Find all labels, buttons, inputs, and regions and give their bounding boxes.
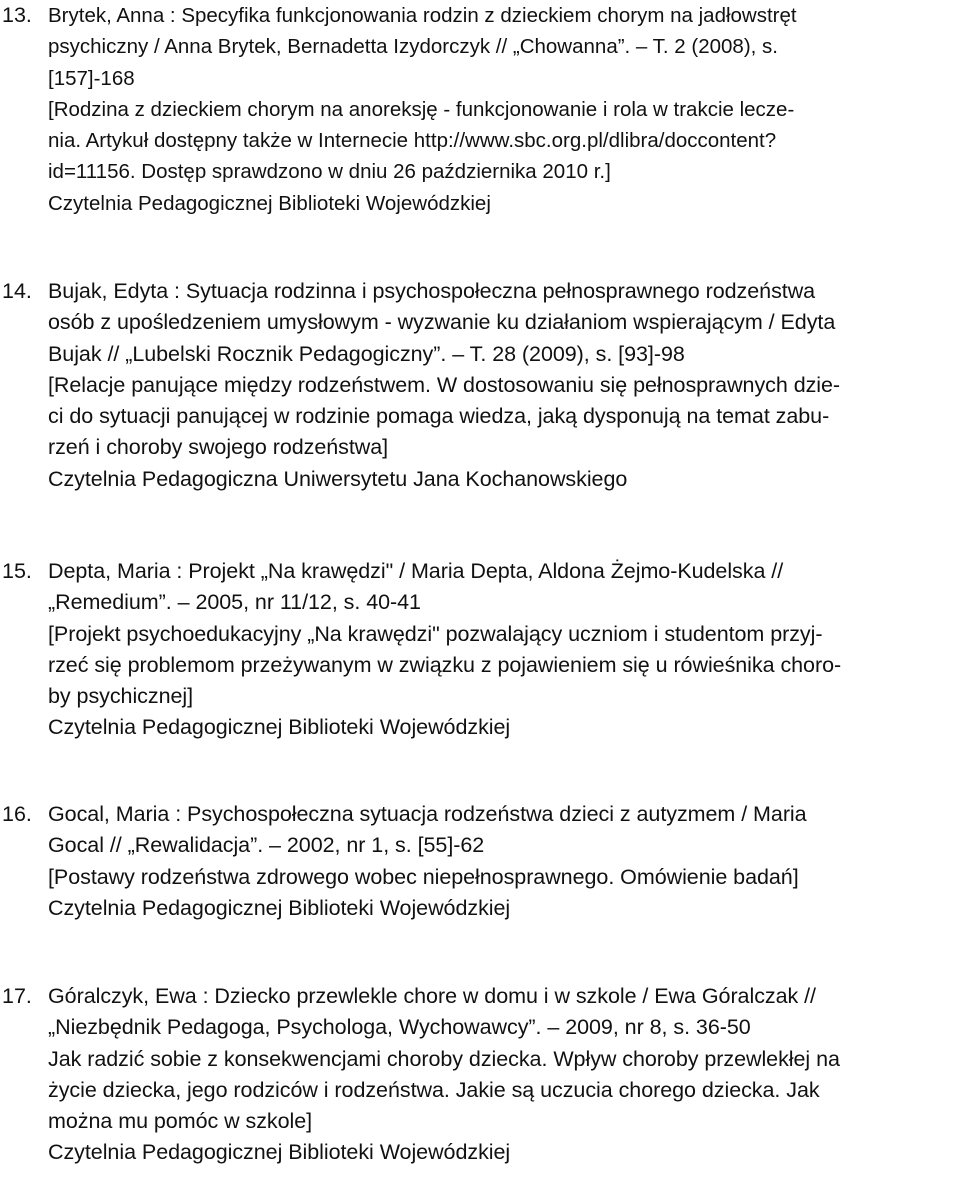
entry-location: Czytelnia Pedagogiczna Uniwersytetu Jana Kochanowskiego (48, 466, 628, 491)
entry-line: „Niezbędnik Pedagoga, Psychologa, Wychowawcy”. – 2009, nr 8, s. 36-50 (48, 1015, 751, 1040)
entry-line: psychiczny / Anna Brytek, Bernadetta Izydorczyk // „Chowanna”. – T. 2 (2008), s. (48, 35, 778, 59)
entry-text (48, 0, 960, 219)
entry-line: Bujak, Edyta : Sytuacja rodzinna i psychospołeczna pełnosprawnego rodzeństwa (48, 279, 816, 303)
entry-line: ci do sytuacji panującej w rodzinie pomaga wiedza, jaką dysponują na temat zabu- (48, 404, 830, 429)
entry-line: rzeń i choroby swojego rodzeństwa] (48, 435, 389, 460)
entry-line: życie dziecka, jego rodziców i rodzeństwa. Jakie są uczucia chorego dziecka. Jak (48, 1077, 820, 1102)
entry-location: Czytelnia Pedagogicznej Biblioteki Wojewódzkiej (48, 715, 511, 740)
entry-text (48, 981, 960, 1169)
entry-line: Depta, Maria : Projekt „Na krawędzi" / Maria Depta, Aldona Żejmo-Kudelska // (48, 559, 784, 583)
entry-line: Góralczyk, Ewa : Dziecko przewlekle chore w domu i w szkole / Ewa Góralczak // (48, 984, 816, 1008)
entry-line: można mu pomóc w szkole] (48, 1109, 313, 1134)
entry-line: [Postawy rodzeństwa zdrowego wobec niepełnosprawnego. Omówienie badań] (48, 864, 799, 889)
entry-line: by psychicznej] (48, 684, 194, 709)
entry-line: [Rodzina z dzieckiem chorym na anoreksję - funkcjonowanie i rola w trakcie lecze- (48, 97, 795, 121)
entry-number: 16. (2, 802, 32, 826)
entry-number: 14. (2, 279, 32, 303)
entry-line: Gocal, Maria : Psychospołeczna sytuacja rodzeństwa dzieci z autyzmem / Maria (48, 802, 807, 826)
entry-line: [Projekt psychoedukacyjny „Na krawędzi" pozwalający uczniom i studentom przyj- (48, 621, 823, 646)
entry-text (48, 799, 960, 924)
entry-line: rzeć się problemom przeżywanym w związku z pojawieniem się u rówieśnika choro- (48, 652, 842, 677)
entry-location: Czytelnia Pedagogicznej Biblioteki Wojewódzkiej (48, 191, 491, 215)
entry-line: nia. Artykuł dostępny także w Internecie http://www.sbc.org.pl/dlibra/doccontent? (48, 129, 777, 153)
entry-line: [157]-168 (48, 66, 135, 90)
entry-line: Brytek, Anna : Specyfika funkcjonowania rodzin z dzieckiem chorym na jadłowstręt (48, 4, 797, 27)
entry-line: osób z upośledzeniem umysłowym - wyzwanie ku działaniom wspierającym / Edyta (48, 310, 836, 335)
entry-number: 15. (2, 559, 32, 583)
entry-line: „Remedium”. – 2005, nr 11/12, s. 40-41 (48, 590, 421, 615)
entry-line: Bujak // „Lubelski Rocznik Pedagogiczny”. – T. 28 (2009), s. [93]-98 (48, 341, 685, 366)
entry-location: Czytelnia Pedagogicznej Biblioteki Wojewódzkiej (48, 1140, 511, 1165)
entry-text (48, 556, 960, 744)
entry-text (48, 276, 960, 495)
entry-location: Czytelnia Pedagogicznej Biblioteki Wojewódzkiej (48, 895, 511, 920)
entry-line: id=11156. Dostęp sprawdzono w dniu 26 października 2010 r.] (48, 160, 611, 184)
entry-line: Gocal // „Rewalidacja”. – 2002, nr 1, s. [55]-62 (48, 833, 485, 858)
entry-number: 13. (2, 3, 32, 27)
entry-number: 17. (2, 984, 32, 1008)
entry-line: [Relacje panujące między rodzeństwem. W dostosowaniu się pełnosprawnych dzie- (48, 372, 841, 397)
entry-line: Jak radzić sobie z konsekwencjami choroby dziecka. Wpływ choroby przewlekłej na (48, 1046, 840, 1071)
